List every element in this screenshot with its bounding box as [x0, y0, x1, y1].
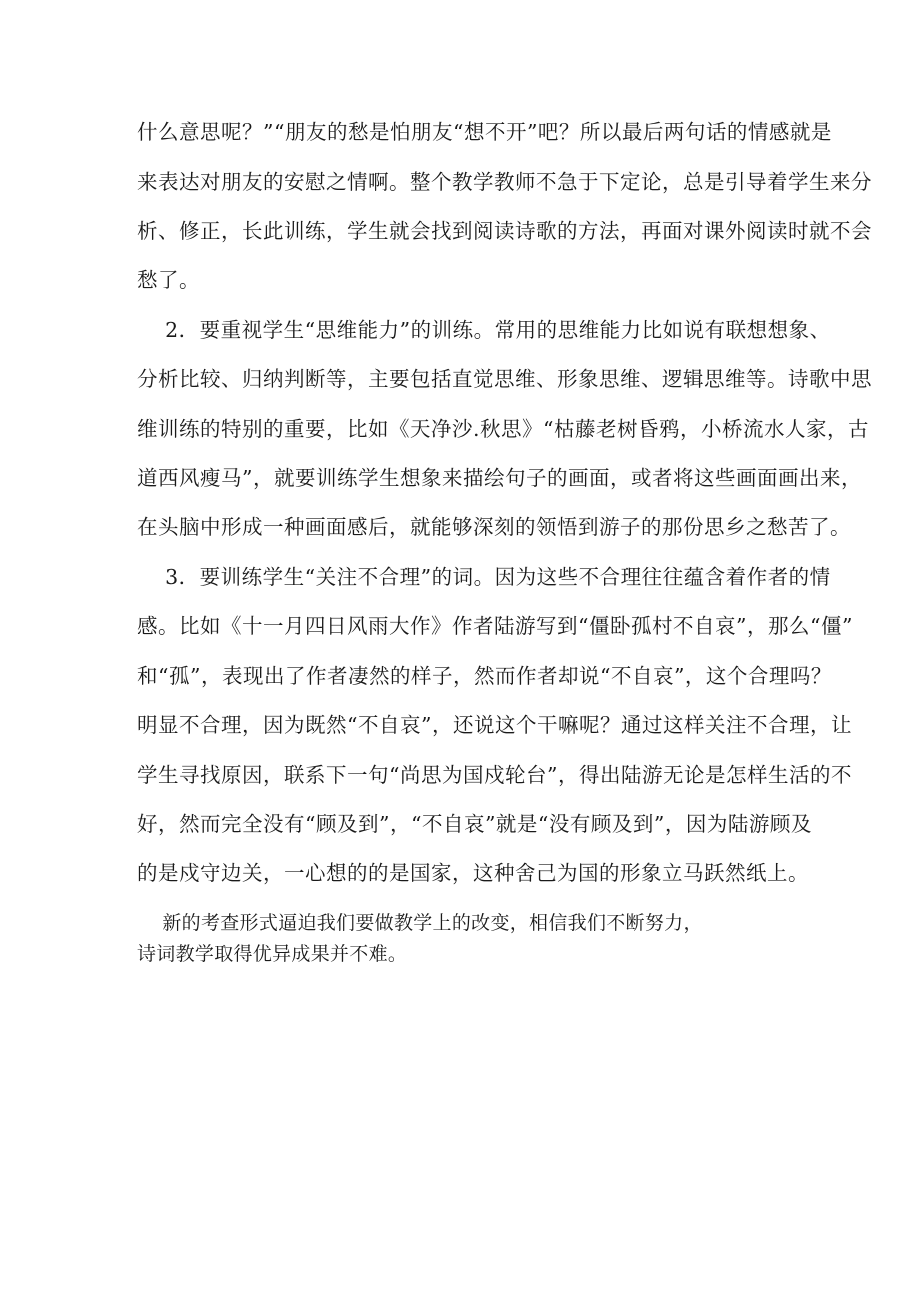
paragraph-2-line-1: 2．要重视学生“思维能力”的训练。常用的思维能力比如说有联想想象、 [137, 318, 831, 342]
paragraph-3-line-2: 感。比如《十一月四日风雨大作》作者陆游写到“僵卧孤村不自哀”，那么“僵” [137, 614, 853, 638]
paragraph-3-line-4: 明显不合理，因为既然“不自哀”，还说这个干嘛呢？通过这样关注不合理，让 [137, 713, 852, 737]
paragraph-2-line-4: 道西风瘦马”，就要训练学生想象来描绘句子的画面，或者将这些画面画出来， [137, 466, 862, 490]
paragraph-2-line-3: 维训练的特别的重要，比如《天净沙.秋思》“枯藤老树昏鸦，小桥流水人家，古 [137, 417, 869, 441]
paragraph-1-line-1: 什么意思呢？”“朋友的愁是怕朋友“想不开”吧？所以最后两句话的情感就是 [137, 120, 832, 144]
paragraph-3-line-6: 好，然而完全没有“顾及到”，“不自哀”就是“没有顾及到”，因为陆游顾及 [137, 812, 812, 836]
paragraph-3-line-1: 3．要训练学生“关注不合理”的词。因为这些不合理往往蕴含着作者的情 [137, 565, 831, 589]
paragraph-3-line-7: 的是戍守边关，一心想的的是国家，这种舍己为国的形象立马跃然纸上。 [137, 861, 809, 885]
paragraph-1-line-2: 来表达对朋友的安慰之情啊。整个教学教师不急于下定论，总是引导着学生来分 [137, 170, 872, 194]
paragraph-4-line-1: 新的考查形式逼迫我们要做教学上的改变，相信我们不断努力， [137, 912, 703, 934]
paragraph-4-line-2: 诗词教学取得优异成果并不难。 [137, 943, 408, 965]
paragraph-3-line-5: 学生寻找原因，联系下一句“尚思为国戍轮台”，得出陆游无论是怎样生活的不 [137, 763, 852, 787]
paragraph-2-line-5: 在头脑中形成一种画面感后，就能够深刻的领悟到游子的那份思乡之愁苦了。 [137, 515, 851, 539]
paragraph-1-line-3: 析、修正，长此训练，学生就会找到阅读诗歌的方法，再面对课外阅读时就不会 [137, 219, 872, 243]
paragraph-2-line-2: 分析比较、归纳判断等，主要包括直觉思维、形象思维、逻辑思维等。诗歌中思 [137, 367, 872, 391]
paragraph-3-line-3: 和“孤”，表现出了作者凄然的样子，然而作者却说“不自哀”，这个合理吗？ [137, 664, 832, 688]
paragraph-1-line-4: 愁了。 [137, 268, 200, 292]
